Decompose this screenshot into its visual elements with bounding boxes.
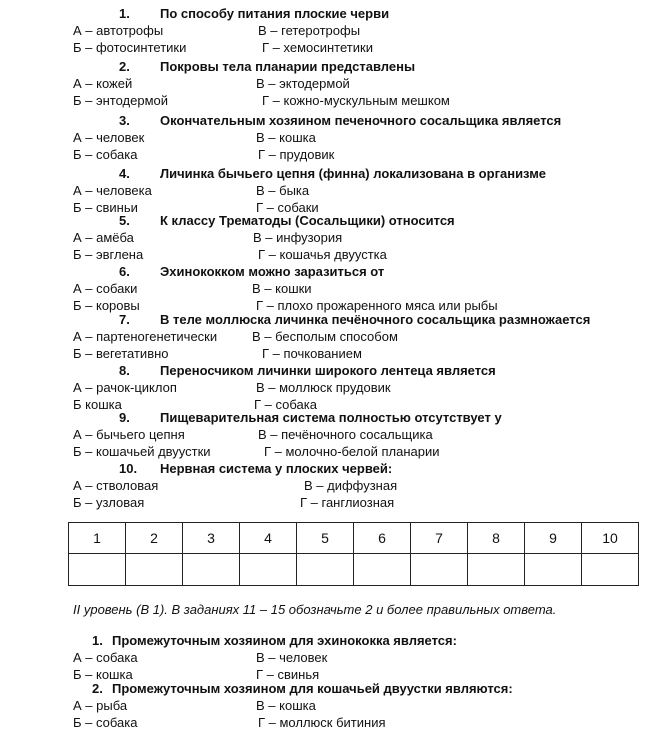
option-g: Г – молочно-белой планарии — [264, 444, 440, 459]
answer-cell[interactable] — [411, 554, 468, 586]
answer-header-cell: 3 — [183, 523, 240, 554]
answer-table — [68, 522, 639, 586]
question-10 — [0, 461, 657, 512]
option-b: Б – энтодермой — [73, 93, 169, 108]
option-g: Г – собаки — [256, 200, 319, 215]
answer-cell[interactable] — [354, 554, 411, 586]
option-a: А – бычьего цепня — [73, 427, 185, 442]
question-8 — [0, 363, 657, 414]
option-v: В – кошка — [256, 130, 316, 145]
option-b: Б – кошка — [73, 667, 133, 682]
answer-cell[interactable] — [468, 554, 525, 586]
option-b: Б – собака — [73, 147, 138, 162]
option-a: А – человека — [73, 183, 152, 198]
question-number: 3. — [119, 113, 130, 128]
option-a: А – собаки — [73, 281, 138, 296]
question-number: 2. — [119, 59, 130, 74]
question-text: Пищеварительная система полностью отсутствует у — [160, 410, 502, 425]
answer-cell[interactable] — [240, 554, 297, 586]
option-a: А – автотрофы — [73, 23, 164, 38]
question-number: 10. — [119, 461, 138, 476]
option-g: Г – плохо прожаренного мяса или рыбы — [256, 298, 498, 313]
answer-header-cell: 6 — [354, 523, 411, 554]
question-3 — [0, 113, 657, 164]
question-5 — [0, 213, 657, 264]
answer-table-header-row — [69, 523, 639, 554]
option-b: Б – свиньи — [73, 200, 138, 215]
question-1 — [0, 6, 657, 57]
option-a: А – партеногенетически — [73, 329, 218, 344]
answer-cell[interactable] — [69, 554, 126, 586]
option-a: А – человек — [73, 130, 145, 145]
question-number: 9. — [119, 410, 130, 425]
question-2 — [0, 59, 657, 110]
option-a: А – собака — [73, 650, 138, 665]
option-a: А – кожей — [73, 76, 133, 91]
question-text: Промежуточным хозяином для эхинококка является: — [112, 633, 457, 648]
option-g: Г – почкованием — [262, 346, 362, 361]
option-g: Г – кошачья двуустка — [258, 247, 387, 262]
question-number: 2. — [92, 681, 103, 696]
option-g: Г – ганглиозная — [300, 495, 395, 510]
question-text: В теле моллюска личинка печёночного сосальщика размножается — [160, 312, 591, 327]
answer-cell[interactable] — [126, 554, 183, 586]
option-b: Б – вегетативно — [73, 346, 169, 361]
question-number: 5. — [119, 213, 130, 228]
answer-header-cell: 9 — [525, 523, 582, 554]
option-v: В – быка — [256, 183, 310, 198]
option-b: Б кошка — [73, 397, 122, 412]
option-v: В – гетеротрофы — [258, 23, 361, 38]
answer-cell[interactable] — [525, 554, 582, 586]
question-number: 1. — [119, 6, 130, 21]
answer-header-cell: 8 — [468, 523, 525, 554]
answer-header-cell: 4 — [240, 523, 297, 554]
option-g: Г – свинья — [256, 667, 320, 682]
option-v: В – бесполым способом — [252, 329, 398, 344]
answer-cell[interactable] — [297, 554, 354, 586]
question-number: 1. — [92, 633, 103, 648]
question-number: 7. — [119, 312, 130, 327]
level-heading: II уровень (В 1). В заданиях 11 – 15 обозначьте 2 и более правильных ответа. — [73, 602, 557, 617]
option-v: В – инфузория — [253, 230, 343, 245]
option-g: Г – хемосинтетики — [262, 40, 373, 55]
question-text: Нервная система у плоских червей: — [160, 461, 393, 476]
option-b: Б – узловая — [73, 495, 145, 510]
option-g: Г – моллюск битиния — [258, 715, 386, 730]
question-9 — [0, 410, 657, 461]
question-4 — [0, 166, 657, 217]
question-number: 8. — [119, 363, 130, 378]
question-text: Личинка бычьего цепня (финна) локализована в организме — [160, 166, 547, 181]
question-text: Эхинококком можно заразиться от — [160, 264, 385, 279]
answer-header-cell: 1 — [69, 523, 126, 554]
question-7 — [0, 312, 657, 363]
option-b: Б – коровы — [73, 298, 140, 313]
option-v: В – кошки — [252, 281, 312, 296]
question-number: 4. — [119, 166, 130, 181]
option-v: В – моллюск прудовик — [256, 380, 391, 395]
question-text: Окончательным хозяином печеночного сосальщика является — [160, 113, 562, 128]
option-a: А – рыба — [73, 698, 128, 713]
question-6 — [0, 264, 657, 315]
answer-cell[interactable] — [183, 554, 240, 586]
question-text: По способу питания плоские черви — [160, 6, 390, 21]
option-v: В – человек — [256, 650, 328, 665]
option-a: А – амёба — [73, 230, 134, 245]
option-b: Б – кошачьей двуустки — [73, 444, 211, 459]
option-v: В – кошка — [256, 698, 316, 713]
option-g: Г – прудовик — [258, 147, 335, 162]
question-level2-1 — [0, 633, 657, 684]
question-text: Покровы тела планарии представлены — [160, 59, 416, 74]
option-v: В – диффузная — [304, 478, 398, 493]
option-g: Г – кожно-мускульным мешком — [262, 93, 450, 108]
question-text: Переносчиком личинки широкого лентеца является — [160, 363, 496, 378]
question-text: Промежуточным хозяином для кошачьей двуустки являются: — [112, 681, 513, 696]
question-level2-2 — [0, 681, 657, 732]
option-b: Б – фотосинтетики — [73, 40, 187, 55]
answer-table-input-row — [69, 554, 639, 586]
option-g: Г – собака — [254, 397, 317, 412]
answer-header-cell: 5 — [297, 523, 354, 554]
option-v: В – эктодермой — [256, 76, 350, 91]
option-a: А – рачок-циклоп — [73, 380, 177, 395]
answer-header-cell: 2 — [126, 523, 183, 554]
question-number: 6. — [119, 264, 130, 279]
option-b: Б – собака — [73, 715, 138, 730]
answer-header-cell: 10 — [582, 523, 639, 554]
answer-header-cell: 7 — [411, 523, 468, 554]
question-text: К классу Трематоды (Сосальщики) относится — [160, 213, 455, 228]
option-a: А – стволовая — [73, 478, 159, 493]
answer-cell[interactable] — [582, 554, 639, 586]
option-v: В – печёночного сосальщика — [258, 427, 433, 442]
option-b: Б – эвглена — [73, 247, 144, 262]
